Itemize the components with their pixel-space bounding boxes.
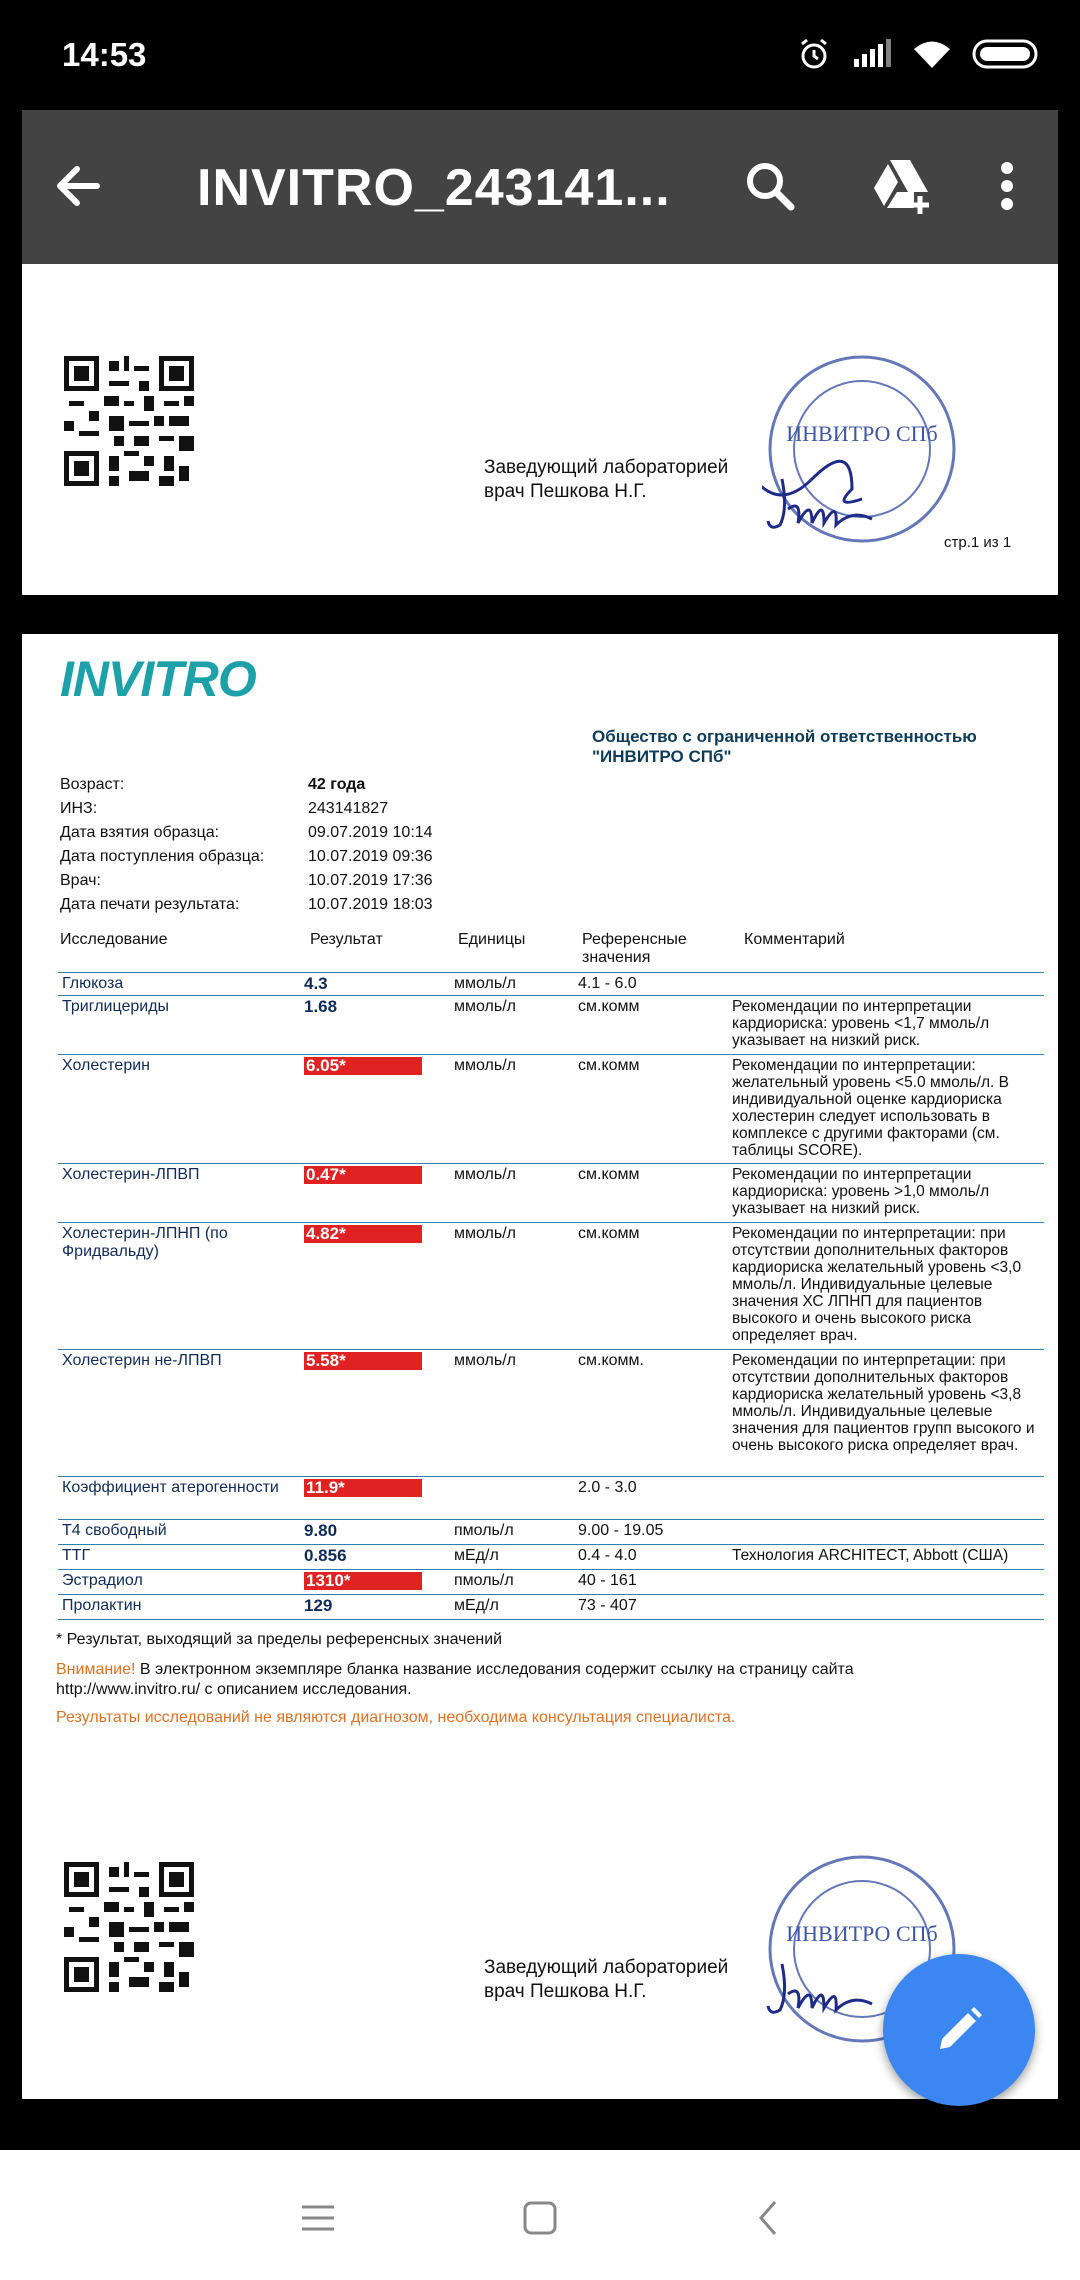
row-result: 9.80	[304, 1521, 338, 1540]
row-ref: см.комм	[578, 1166, 640, 1183]
row-result: 0.856	[304, 1546, 347, 1565]
stamp-text: ИНВИТРО СПб	[786, 421, 938, 446]
stamp-text: ИНВИТРО СПб	[786, 1921, 938, 1946]
info-key: Дата взятия образца:	[60, 824, 220, 841]
results-table	[58, 972, 1044, 1620]
header-ref-2: значения	[582, 949, 651, 966]
row-unit: ммоль/л	[454, 975, 516, 992]
qr-code-icon	[64, 1862, 194, 1992]
org-line-1: Общество с ограниченной ответственностью	[592, 727, 977, 746]
header-result: Результат	[310, 931, 383, 948]
info-row	[60, 824, 433, 848]
home-square-icon	[522, 2200, 558, 2236]
row-test: Эстрадиол	[62, 1572, 143, 1589]
row-comment: Рекомендации по интерпретации: при отсутствии дополнительных факторов кардиориска желательный уровень <3,8 ммоль/л. Индивидуальные целевые значения для пациентов групп высокого и очень высокого риска определяет врач.	[732, 1352, 1035, 1454]
edit-fab-button[interactable]	[883, 1954, 1035, 2106]
row-result-flagged: 5.58*	[304, 1352, 422, 1370]
table-row	[58, 1164, 1044, 1223]
info-key: Возраст:	[60, 776, 125, 793]
add-to-drive-button[interactable]	[864, 148, 940, 224]
row-test: Триглицериды	[62, 998, 170, 1015]
row-test: Холестерин	[62, 1057, 150, 1074]
table-row	[58, 996, 1044, 1055]
menu-lines-icon	[300, 2203, 336, 2233]
table-row	[58, 1055, 1044, 1164]
row-ref: 9.00 - 19.05	[578, 1522, 664, 1539]
row-ref: 73 - 407	[578, 1597, 637, 1614]
table-row	[58, 1595, 1044, 1620]
row-test: Коэффициент атерогенности	[62, 1479, 279, 1496]
row-comment: Рекомендации по интерпретации кардиориска: уровень >1,0 ммоль/л указывает на низкий риск.	[732, 1166, 990, 1217]
warning-label: Внимание!	[56, 1661, 136, 1678]
row-unit: пмоль/л	[454, 1522, 514, 1539]
info-value: 10.07.2019 18:03	[308, 896, 433, 913]
system-nav-bar	[0, 2150, 1080, 2280]
app-bar	[22, 110, 1058, 264]
info-row	[60, 896, 433, 920]
back-arrow-icon	[53, 161, 103, 211]
row-unit: ммоль/л	[454, 1057, 516, 1074]
signer-text	[484, 1956, 728, 2004]
org-line-2: "ИНВИТРО СПб"	[592, 747, 732, 766]
signal-icon	[852, 39, 892, 69]
row-ref: см.комм	[578, 998, 640, 1015]
alarm-icon	[796, 36, 832, 72]
row-ref: см.комм.	[578, 1352, 644, 1369]
header-test: Исследование	[60, 931, 168, 948]
info-value: 42 года	[308, 776, 366, 793]
document-title: INVITRO_243141...	[197, 159, 671, 217]
info-row	[60, 872, 433, 896]
row-test: Глюкоза	[62, 975, 124, 992]
qr-code-icon	[64, 356, 194, 486]
row-result-flagged: 4.82*	[304, 1225, 422, 1243]
more-vert-icon	[1000, 161, 1014, 211]
row-test: Холестерин не-ЛПВП	[62, 1352, 222, 1369]
row-unit: ммоль/л	[454, 998, 516, 1015]
info-key: Врач:	[60, 872, 101, 889]
row-result-flagged: 1310*	[304, 1572, 422, 1590]
row-test: ТТГ	[62, 1547, 91, 1564]
signature-image	[762, 469, 892, 539]
info-value: 10.07.2019 09:36	[308, 848, 433, 865]
search-icon	[743, 159, 797, 213]
drive-add-icon	[870, 156, 934, 216]
info-value: 09.07.2019 10:14	[308, 824, 433, 841]
document-page-2[interactable]	[22, 634, 1058, 2099]
row-comment: Рекомендации по интерпретации: желательный уровень <5.0 ммоль/л. В индивидуальной оценке кардиориска холестерин следует использовать в комплексе с другими факторами (см. таблицы SCORE).	[732, 1057, 1009, 1159]
row-test: Холестерин-ЛПВП	[62, 1166, 200, 1183]
row-result: 129	[304, 1596, 333, 1615]
warning-text: В электронном экземпляре бланка название исследования содержит ссылку на страницу сайта	[135, 1661, 854, 1678]
footnote: * Результат, выходящий за пределы референсных значений	[56, 1631, 503, 1648]
info-row	[60, 848, 433, 872]
table-row	[58, 1350, 1044, 1477]
table-row	[58, 1520, 1044, 1545]
row-ref: см.комм	[578, 1057, 640, 1074]
row-ref: 40 - 161	[578, 1572, 637, 1589]
table-row	[58, 1570, 1044, 1595]
invitro-logo: INVITRO	[60, 651, 256, 707]
row-unit: пмоль/л	[454, 1572, 514, 1589]
row-result-flagged: 6.05*	[304, 1057, 422, 1075]
row-test: Пролактин	[62, 1597, 142, 1614]
more-options-button[interactable]	[982, 148, 1032, 224]
table-row	[58, 1545, 1044, 1570]
back-chevron-icon	[753, 2198, 783, 2238]
signer-name: врач Пешкова Н.Г.	[484, 481, 647, 502]
edit-pencil-icon	[932, 2003, 986, 2057]
info-key: Дата печати результата:	[60, 896, 240, 913]
signer-title: Заведующий лабораторией	[484, 1957, 729, 1978]
row-ref: 2.0 - 3.0	[578, 1479, 637, 1496]
invitro-link[interactable]: http://www.invitro.ru/ с описанием исследования.	[56, 1681, 412, 1698]
info-key: ИНЗ:	[60, 800, 98, 817]
signer-title: Заведующий лабораторией	[484, 457, 729, 478]
nav-back-button[interactable]	[738, 2188, 798, 2248]
status-icons	[796, 36, 1038, 72]
header-comment: Комментарий	[744, 931, 845, 948]
row-unit: ммоль/л	[454, 1166, 516, 1183]
row-result: 4.3	[304, 974, 328, 993]
header-units: Единицы	[458, 931, 526, 948]
table-row	[58, 973, 1044, 996]
row-unit: ммоль/л	[454, 1225, 516, 1242]
info-row	[60, 776, 433, 800]
row-test: Холестерин-ЛПНП (по Фридвальду)	[62, 1225, 228, 1260]
row-unit: мЕд/л	[454, 1597, 499, 1614]
signature-image	[762, 1954, 892, 2024]
row-result: 1.68	[304, 997, 338, 1016]
table-row	[58, 1223, 1044, 1350]
signer-text	[484, 456, 728, 504]
page-number: стр.1 из 1	[944, 534, 1012, 551]
info-row	[60, 800, 433, 824]
document-page-1[interactable]	[22, 264, 1058, 595]
info-value: 10.07.2019 17:36	[308, 872, 433, 889]
disclaimer: Результаты исследований не являются диагнозом, необходима консультация специалиста.	[56, 1709, 736, 1726]
back-button[interactable]	[40, 148, 116, 224]
row-ref: 0.4 - 4.0	[578, 1547, 637, 1564]
row-result-flagged: 0.47*	[304, 1166, 422, 1184]
row-ref: см.комм	[578, 1225, 640, 1242]
table-row	[58, 1477, 1044, 1520]
warning-note	[56, 1660, 996, 1700]
signer-name: врач Пешкова Н.Г.	[484, 1981, 647, 2002]
status-bar	[0, 0, 1080, 110]
recents-button[interactable]	[288, 2188, 348, 2248]
organization-name	[592, 727, 977, 767]
row-unit: ммоль/л	[454, 1352, 516, 1369]
search-button[interactable]	[732, 148, 808, 224]
row-unit: мЕд/л	[454, 1547, 499, 1564]
battery-icon	[972, 38, 1038, 70]
info-key: Дата поступления образца:	[60, 848, 265, 865]
header-ref: Референсные	[582, 931, 687, 948]
wifi-icon	[912, 38, 952, 70]
row-test: Т4 свободный	[62, 1522, 167, 1539]
info-value: 243141827	[308, 800, 389, 817]
home-button[interactable]	[510, 2188, 570, 2248]
row-result-flagged: 11.9*	[304, 1479, 422, 1497]
patient-info	[60, 776, 433, 920]
row-comment: Рекомендации по интерпретации: при отсутствии дополнительных факторов кардиориска желательный уровень <3,0 ммоль/л. Индивидуальные целевые значения ХС ЛПНП для пациентов высокого и очень высокого риска определяет врач.	[732, 1225, 1022, 1344]
status-time: 14:53	[62, 36, 147, 73]
row-ref: 4.1 - 6.0	[578, 975, 637, 992]
row-comment: Технология ARCHITECT, Abbott (США)	[732, 1547, 1009, 1564]
row-comment: Рекомендации по интерпретации кардиориска: уровень <1,7 ммоль/л указывает на низкий риск.	[732, 998, 990, 1049]
